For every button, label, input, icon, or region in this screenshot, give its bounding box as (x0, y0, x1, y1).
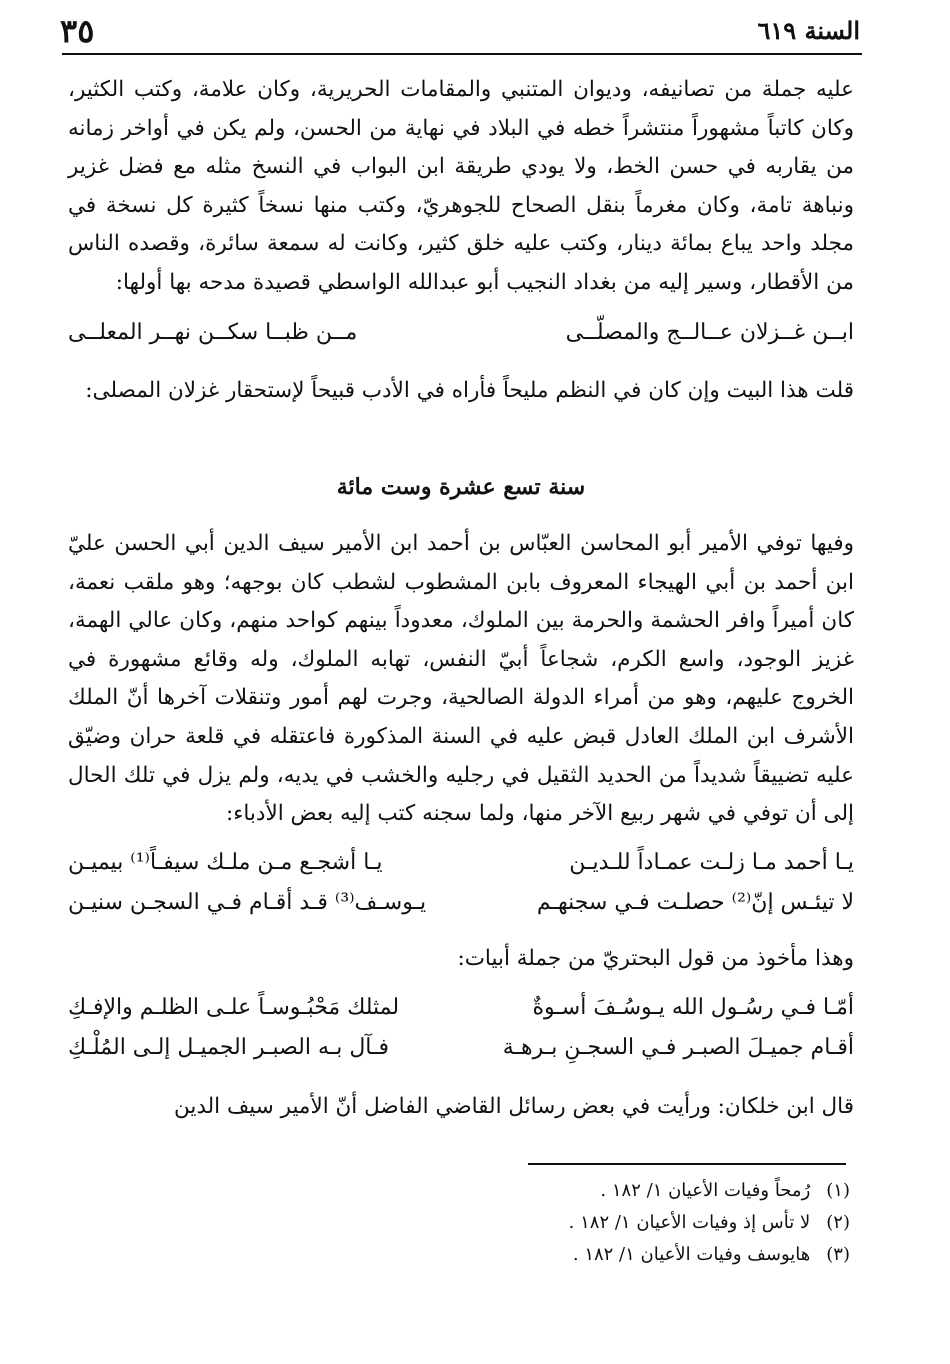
page-header (60, 12, 860, 52)
verse-4-second-hemistich: لمثلك مَحْبُـوسـاً علـى الظلـم والإفـكِ (68, 995, 400, 1020)
verse-3-first-hemistich: لا تيئـس إنّ⁽²⁾ حصلـت فـي سجنهـم (536, 890, 854, 915)
running-head: السنة ٦١٩ (757, 16, 860, 45)
closing-paragraph: قال ابن خلكان: ورأيت في بعض رسائل القاضي الفاضل أنّ الأمير سيف الدين (174, 1094, 854, 1119)
bohtori-intro: وهذا مأخوذ من قول البحتريّ من جملة أبيات: (457, 946, 854, 971)
verse-1-first-hemistich: ابــن غــزلان عــالــج والمصلّــى (565, 320, 854, 345)
footnote-3-text: هايوسف وفيات الأعيان ١/ ١٨٢ . (572, 1244, 811, 1265)
verse-2 (68, 850, 854, 886)
footnote-2-text: لا تأس إذ وفيات الأعيان ١/ ١٨٢ . (568, 1212, 811, 1233)
footnote-1-number: (١) (826, 1180, 850, 1201)
verse-2-second-hemistich: يـا أشجـع مـن ملـك سيفـاً⁽¹⁾ بيميـن (68, 850, 383, 875)
verse-5 (68, 1035, 854, 1071)
page-number: ٣٥ (60, 12, 95, 50)
footnote-rule (528, 1163, 846, 1165)
verse-1-second-hemistich: مــن ظبــا سكــن نهــر المعلــى (68, 320, 358, 345)
footnote-3-number: (٣) (826, 1244, 850, 1265)
verse-4 (68, 995, 854, 1031)
verse-5-second-hemistich: فـآل بـه الصبـر الجميـل إلـى المُلْـكِ (68, 1035, 389, 1060)
verse-4-first-hemistich: أمّـا فـي رسُـول الله يـوسُـفَ أسـوةٌ (532, 995, 854, 1020)
header-rule (62, 53, 862, 55)
verse-3-second-hemistich: يـوسـف⁽³⁾ قـد أقـام فـي السجـن سنيـن (68, 890, 427, 915)
footnote-1 (600, 1180, 850, 1201)
verse-2-first-hemistich: يـا أحمد مـا زلـت عمـاداً للـديـن (569, 850, 854, 875)
verse-1 (68, 320, 854, 356)
footnote-2 (569, 1212, 850, 1233)
footnote-3 (573, 1244, 850, 1265)
comment-paragraph: قلت هذا البيت وإن كان في النظم مليحاً فأراه في الأدب قبيحاً لإستحقار غزلان المصلى: (85, 378, 854, 403)
intro-paragraph: عليه جملة من تصانيفه، وديوان المتنبي والمقامات الحريرية، وكان علامة، وكتب الكثير، وكان كاتباً مشهوراً منتشراً خطه في البلاد في نهاية من الحسن، ولم يكن في أواخر زمانه من يقاربه في حسن الخط، ولا يودي طريقة ابن البواب في النسخ مثله مع فضل غزير ونباهة تامة، وكان مغرماً بنقل الصحاح للجوهريّ، وكتب منها نسخاً كثيرة كل نسخة في مجلد واحد يباع بمائة دينار، وكتب عليه خلق كثير، وكانت له سمعة سائرة، وقصده الناس من الأقطار، وسير إليه من بغداد النجيب أبو عبدالله الواسطي قصيدة مدحه بها أولها: (68, 77, 854, 295)
year-heading: سنة تسع عشرة وست مائة (336, 474, 586, 500)
body-paragraph: وفيها توفي الأمير أبو المحاسن العبّاس بن أحمد ابن الأمير سيف الدين أبي الحسن عليّ ابن أحمد بن أبي الهيجاء المعروف بابن المشطوب لشطب كان بوجهه؛ وهو ملقب نعمة، كان أميراً وافر الحشمة والحرمة بين الملوك، معدوداً بينهم كواحد منهم، وكان عالي الهمة، غزيز الوجود، واسع الكرم، شجاعاً أبيّ النفس، تهابه الملوك، وله وقائع مشهورة في الخروج عليهم، وهو من أمراء الدولة الصالحية، وجرت لهم أمور وتنقلات آخرها أنّ الملك الأشرف ابن الملك العادل قبض عليه في السنة المذكورة فاعتقله في قلعة حران وضيّق عليه تضييقاً شديداً من الحديد الثقيل في رجليه والخشب في يديه، ولم يزل في تلك الحال إلى أن توفي في شهر ربيع الآخر منها، ولما سجنه كتب إليه بعض الأدباء: (68, 531, 854, 827)
verse-5-first-hemistich: أقـام جميـلَ الصبـر فـي السجـنِ بـرهـة (502, 1035, 854, 1060)
verse-3 (68, 890, 854, 926)
footnote-1-text: رُمحاً وفيات الأعيان ١/ ١٨٢ . (600, 1180, 811, 1201)
footnote-2-number: (٢) (826, 1212, 850, 1233)
